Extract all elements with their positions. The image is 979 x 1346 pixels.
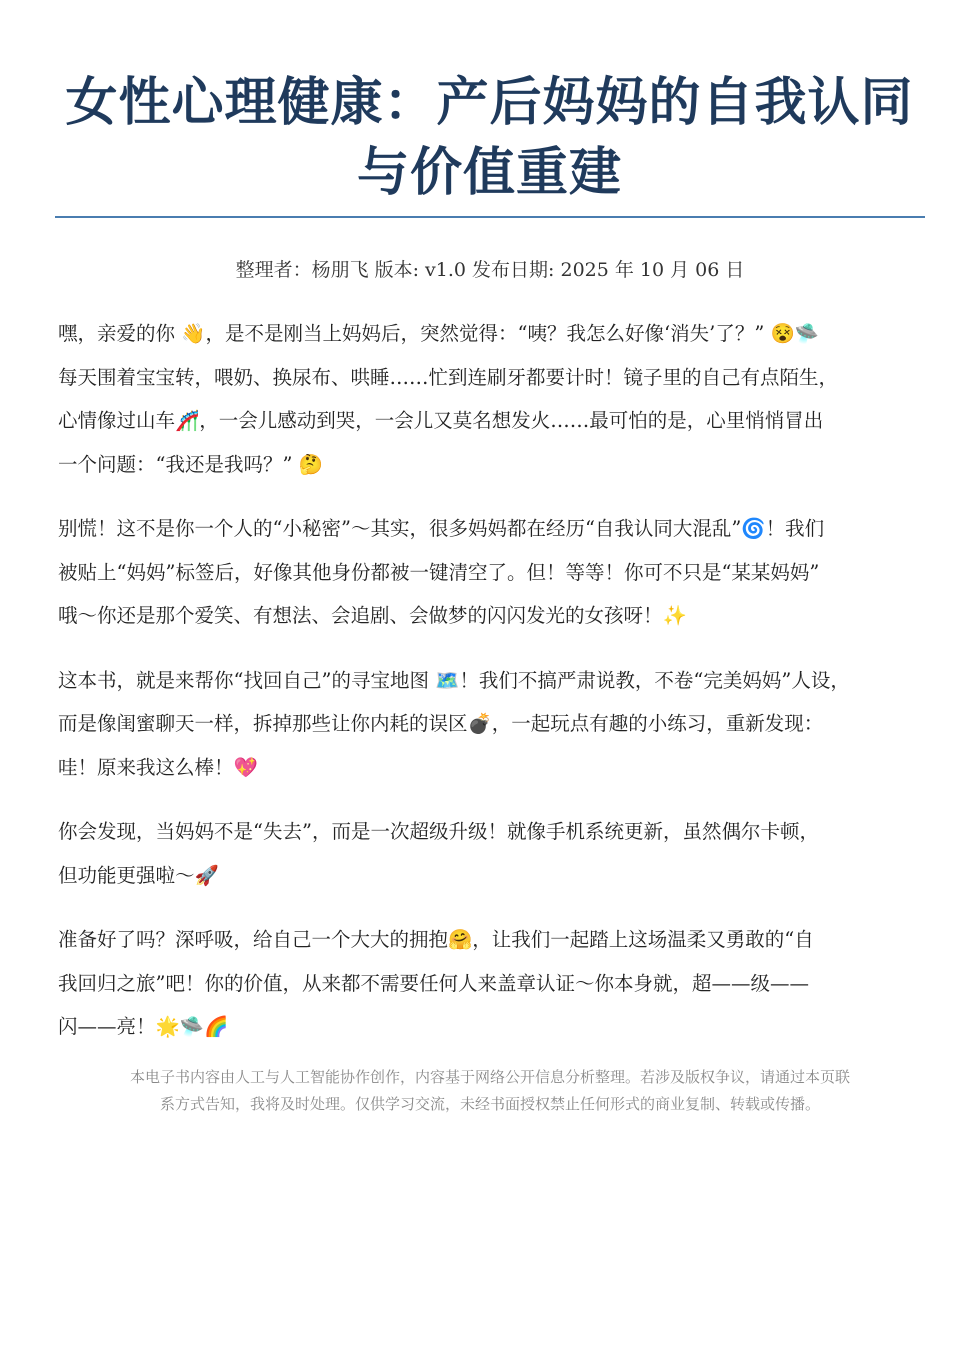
paragraph-line: 嘿，亲爱的你 👋，是不是刚当上妈妈后，突然觉得：“咦？我怎么好像‘消失’了？” 😵🛸 xyxy=(58,322,820,345)
paragraph-line: 被贴上“妈妈”标签后，好像其他身份都被一键清空了。但！等等！你可不只是“某某妈妈” xyxy=(58,560,820,584)
paragraph-line: 哦～你还是那个爱笑、有想法、会追剧、会做梦的闪闪发光的女孩呀！✨ xyxy=(58,604,687,627)
disclaimer-line: 本电子书内容由人工与人工智能协作创作，内容基于网络公开信息分析整理。若涉及版权争议，请通过本页联 xyxy=(129,1068,850,1086)
paragraph-book-purpose xyxy=(58,659,938,790)
paragraph-line: 这本书，就是来帮你“找回自己”的寻宝地图 🗺️！我们不搞严肃说教，不卷“完美妈妈”人设， xyxy=(58,668,850,692)
paragraph-line: 你会发现，当妈妈不是“失去”，而是一次超级升级！就像手机系统更新，虽然偶尔卡顿， xyxy=(58,820,819,843)
paragraph-line: 心情像过山车🎢，一会儿感动到哭，一会儿又莫名想发火……最可怕的是，心里悄悄冒出 xyxy=(58,409,824,432)
copyright-disclaimer xyxy=(55,1064,925,1118)
document-body xyxy=(58,312,938,1070)
paragraph-line: 而是像闺蜜聊天一样，拆掉那些让你内耗的误区💣，一起玩点有趣的小练习，重新发现： xyxy=(58,712,824,735)
title-divider xyxy=(55,216,925,218)
paragraph-line: 别慌！这不是你一个人的“小秘密”～其实，很多妈妈都在经历“自我认同大混乱”🌀！我们 xyxy=(58,517,825,540)
paragraph-upgrade xyxy=(58,810,938,897)
paragraph-line: 每天围着宝宝转，喂奶、换尿布、哄睡……忙到连刷牙都要计时！镜子里的自己有点陌生， xyxy=(58,365,839,389)
paragraph-line: 哇！原来我这么棒！💖 xyxy=(58,755,258,779)
paragraph-line: 准备好了吗？深呼吸，给自己一个大大的拥抱🤗，让我们一起踏上这场温柔又勇敢的“自 xyxy=(58,928,814,951)
paragraph-line: 闪——亮！🌟🛸🌈 xyxy=(58,1015,229,1038)
paragraph-line: 我回归之旅”吧！你的价值，从来都不需要任何人来盖章认证～你本身就，超——级—— xyxy=(58,971,809,995)
page-title: 女性心理健康：产后妈妈的自我认同与价值重建 xyxy=(65,73,914,203)
disclaimer-line: 系方式告知，我将及时处理。仅供学习交流，未经书面授权禁止任何形式的商业复制、转载或传播。 xyxy=(159,1095,820,1113)
document-meta: 整理者：杨朋飞 版本: v1.0 发布日期: 2025 年 10 月 06 日 xyxy=(235,259,745,281)
paragraph-line: 一个问题：“我还是我吗？” 🤔 xyxy=(58,452,323,476)
paragraph-identity xyxy=(58,507,938,638)
paragraph-intro xyxy=(58,312,938,486)
paragraph-invitation xyxy=(58,918,938,1049)
paragraph-line: 但功能更强啦～🚀 xyxy=(58,863,219,887)
